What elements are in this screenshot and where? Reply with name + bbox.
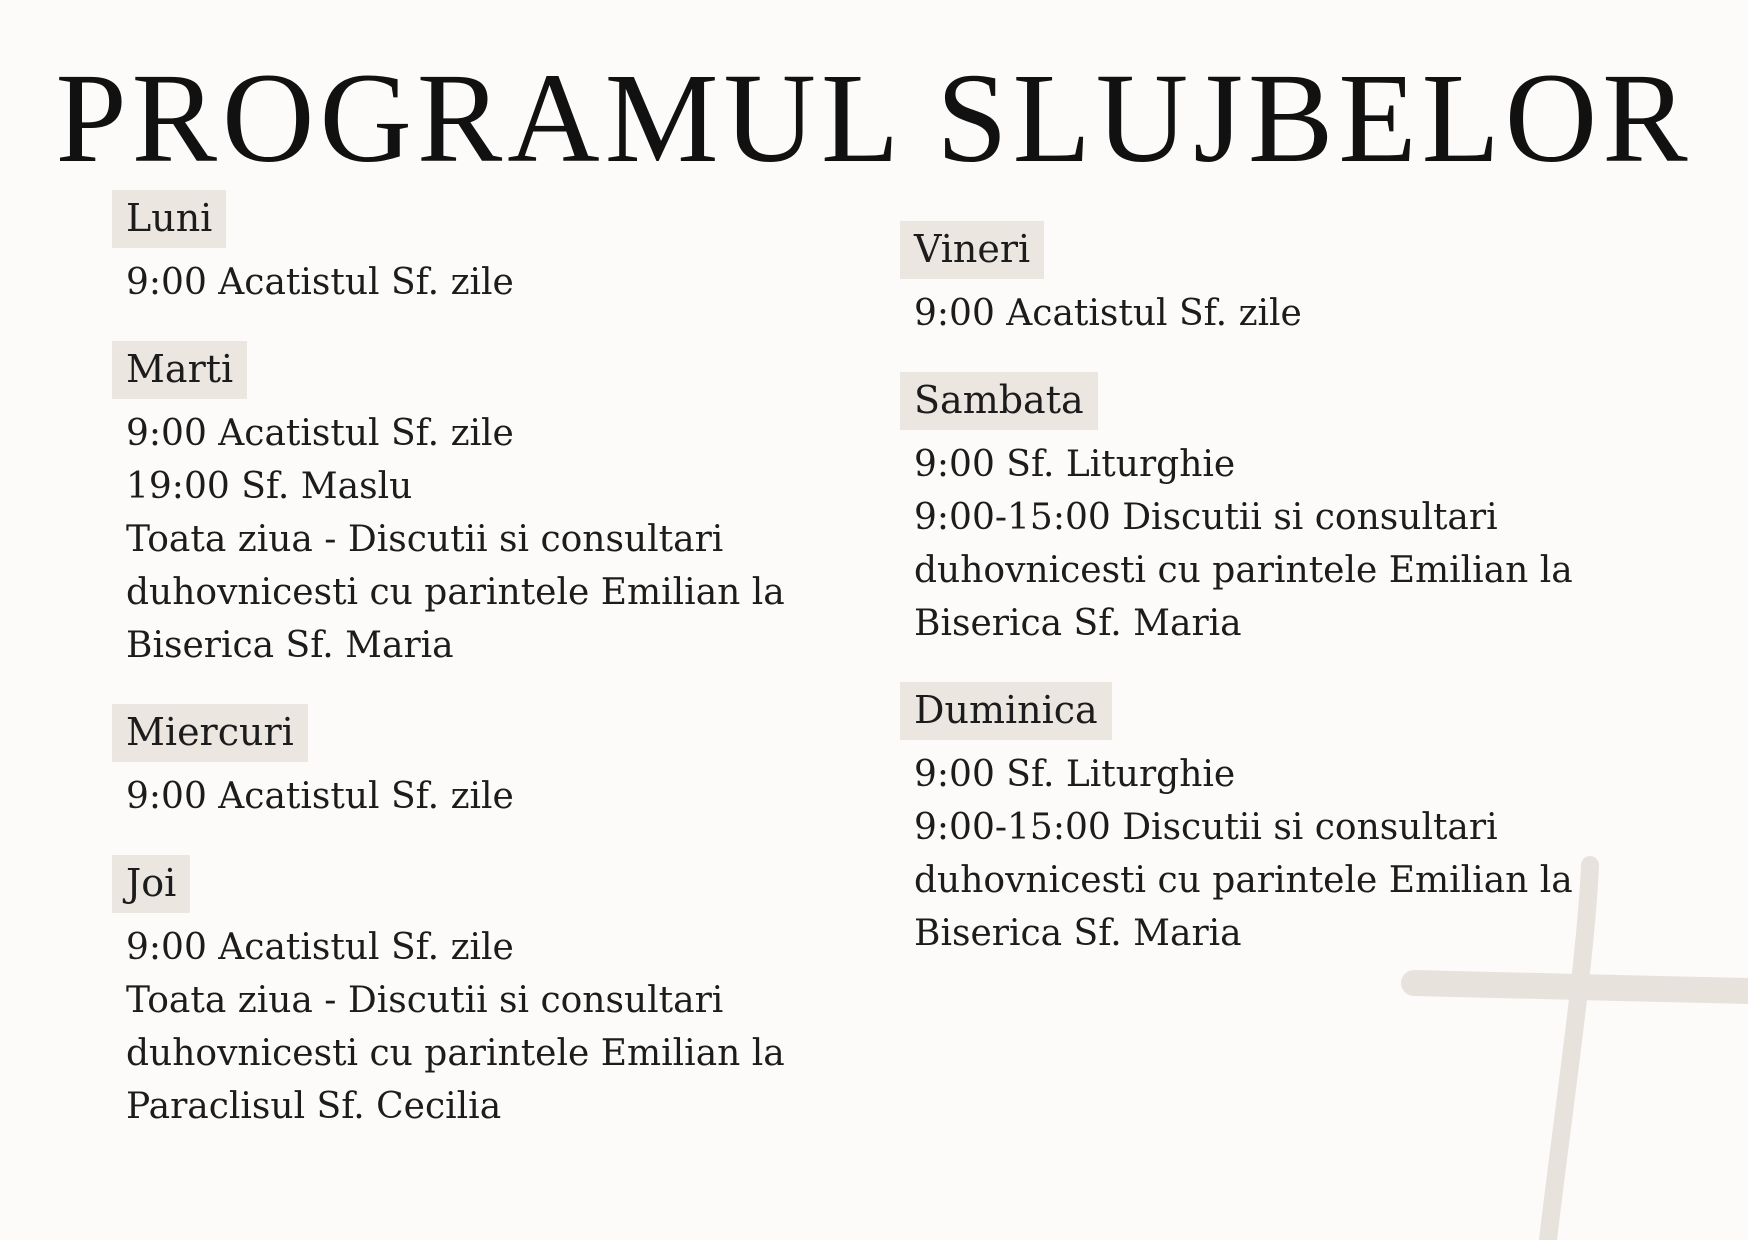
schedule-entry: 9:00 Sf. Liturghie — [914, 754, 1236, 795]
schedule-entry: 9:00 Sf. Liturghie — [914, 444, 1236, 485]
schedule-entry: Toata ziua - Discutii si consultari — [126, 519, 724, 560]
schedule-entry: Biserica Sf. Maria — [914, 603, 1242, 644]
schedule-entry: 9:00 Acatistul Sf. zile — [914, 293, 1302, 334]
schedule-entry: Biserica Sf. Maria — [914, 913, 1242, 954]
schedule-entry: 9:00 Acatistul Sf. zile — [126, 413, 514, 454]
day-label: Duminica — [900, 682, 1112, 740]
schedule-entry: duhovnicesti cu parintele Emilian la — [126, 1033, 785, 1074]
day-label: Luni — [112, 190, 226, 248]
schedule-entry: 9:00 Acatistul Sf. zile — [126, 927, 514, 968]
schedule-entry: 19:00 Sf. Maslu — [126, 466, 413, 507]
schedule-entry: 9:00-15:00 Discutii si consultari — [914, 497, 1498, 538]
day-label: Sambata — [900, 372, 1098, 430]
day-label: Joi — [112, 855, 190, 913]
schedule-entry: duhovnicesti cu parintele Emilian la — [126, 572, 785, 613]
schedule-entry: 9:00 Acatistul Sf. zile — [126, 262, 514, 303]
schedule-entry: 9:00 Acatistul Sf. zile — [126, 776, 514, 817]
day-label: Vineri — [900, 221, 1044, 279]
schedule-entry: Paraclisul Sf. Cecilia — [126, 1086, 502, 1127]
schedule-entry: duhovnicesti cu parintele Emilian la — [914, 550, 1573, 591]
page-title: PROGRAMUL SLUJBELOR — [55, 47, 1693, 189]
day-label: Miercuri — [112, 704, 308, 762]
schedule-entry: Toata ziua - Discutii si consultari — [126, 980, 724, 1021]
schedule-entry: Biserica Sf. Maria — [126, 625, 454, 666]
schedule-entry: 9:00-15:00 Discutii si consultari — [914, 807, 1498, 848]
schedule-entry: duhovnicesti cu parintele Emilian la — [914, 860, 1573, 901]
day-label: Marti — [112, 341, 247, 399]
